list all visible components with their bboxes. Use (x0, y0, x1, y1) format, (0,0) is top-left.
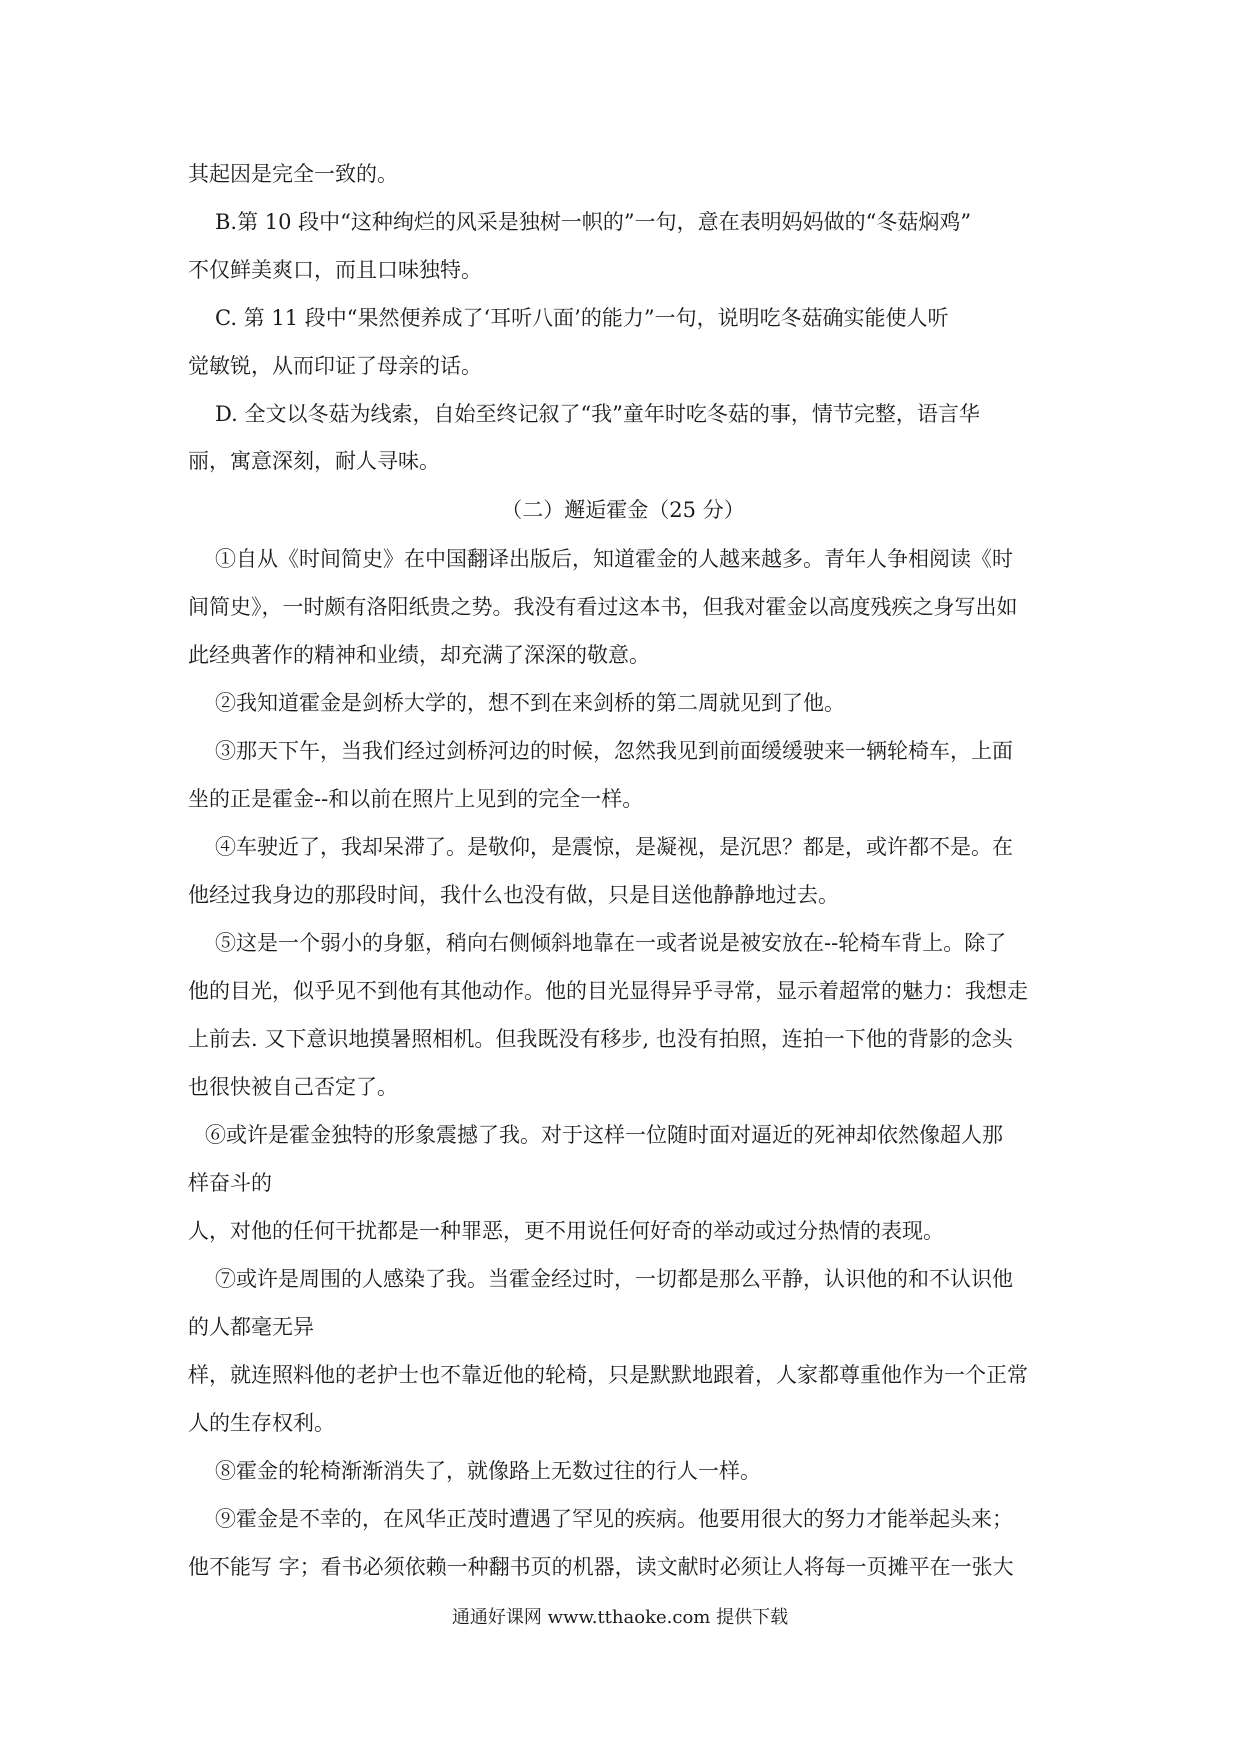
text-line: 人的生存权利。 (188, 1411, 335, 1435)
text-line: 他经过我身边的那段时间，我什么也没有做，只是目送他静静地过去。 (188, 883, 839, 907)
option-c-line: C. 第 11 段中“果然便养成了‘耳听八面’的能力”一句，说明吃冬菇确实能使人听 (215, 306, 949, 330)
paragraph-6-line: ⑥或许是霍金独特的形象震撼了我。对于这样一位随时面对逼近的死神却依然像超人那 (205, 1123, 1003, 1147)
text-line: 其起因是完全一致的。 (188, 162, 398, 186)
paragraph-3-line: ③那天下午，当我们经过剑桥河边的时候，忽然我见到前面缓缓驶来一辆轮椅车，上面 (215, 739, 1013, 763)
text-line: 他不能写 字；看书必须依赖一种翻书页的机器，读文献时必须让人将每一页摊平在一张大 (188, 1555, 1014, 1579)
text-line: 人，对他的任何干扰都是一种罪恶，更不用说任何好奇的举动或过分热情的表现。 (188, 1219, 944, 1243)
text-line: 也很快被自己否定了。 (188, 1075, 398, 1099)
text-line: 他的目光，似乎见不到他有其他动作。他的目光显得异乎寻常，显示着超常的魅力：我想走 (188, 979, 1028, 1003)
option-b-line: B.第 10 段中“这种绚烂的风采是独树一帜的”一句，意在表明妈妈做的“冬菇焖鸡” (215, 210, 972, 234)
paragraph-1-line: ①自从《时间简史》在中国翻译出版后，知道霍金的人越来越多。青年人争相阅读《时 (215, 547, 1013, 571)
section-title: （二）邂逅霍金（25 分） (501, 498, 745, 522)
paragraph-5-line: ⑤这是一个弱小的身躯，稍向右侧倾斜地靠在一或者说是被安放在--轮椅车背上。除了 (215, 931, 1007, 955)
paragraph-2-line: ②我知道霍金是剑桥大学的，想不到在来剑桥的第二周就见到了他。 (215, 691, 845, 715)
text-line: 丽，寓意深刻，耐人寻味。 (188, 449, 440, 473)
text-line: 觉敏锐，从而印证了母亲的话。 (188, 354, 482, 378)
text-line: 样，就连照料他的老护士也不靠近他的轮椅，只是默默地跟着，人家都尊重他作为一个正常 (188, 1363, 1028, 1387)
text-line: 间简史》，一时颇有洛阳纸贵之势。我没有看过这本书，但我对霍金以高度残疾之身写出如 (188, 595, 1018, 619)
paragraph-8-line: ⑧霍金的轮椅渐渐消失了，就像路上无数过往的行人一样。 (215, 1459, 761, 1483)
paragraph-7-line: ⑦或许是周围的人感染了我。当霍金经过时，一切都是那么平静，认识他的和不认识他 (215, 1267, 1013, 1291)
text-line: 上前去. 又下意识地摸暑照相机。但我既没有移步, 也没有拍照，连拍一下他的背影的念头 (188, 1027, 1013, 1051)
option-d-line: D. 全文以冬菇为线索，自始至终记叙了“我”童年时吃冬菇的事，情节完整，语言华 (215, 402, 980, 426)
text-line: 不仅鲜美爽口，而且口味独特。 (188, 258, 482, 282)
paragraph-9-line: ⑨霍金是不幸的，在风华正茂时遭遇了罕见的疾病。他要用很大的努力才能举起头来； (215, 1507, 1013, 1531)
text-line: 此经典著作的精神和业绩，却充满了深深的敬意。 (188, 643, 650, 667)
page-footer: 通通好课网 www.tthaoke.com 提供下载 (451, 1607, 789, 1628)
text-line: 样奋斗的 (188, 1171, 272, 1195)
paragraph-4-line: ④车驶近了，我却呆滞了。是敬仰，是震惊，是凝视，是沉思？都是，或许都不是。在 (215, 835, 1013, 859)
text-line: 的人都毫无异 (188, 1315, 314, 1339)
text-line: 坐的正是霍金--和以前在照片上见到的完全一样。 (188, 787, 644, 811)
